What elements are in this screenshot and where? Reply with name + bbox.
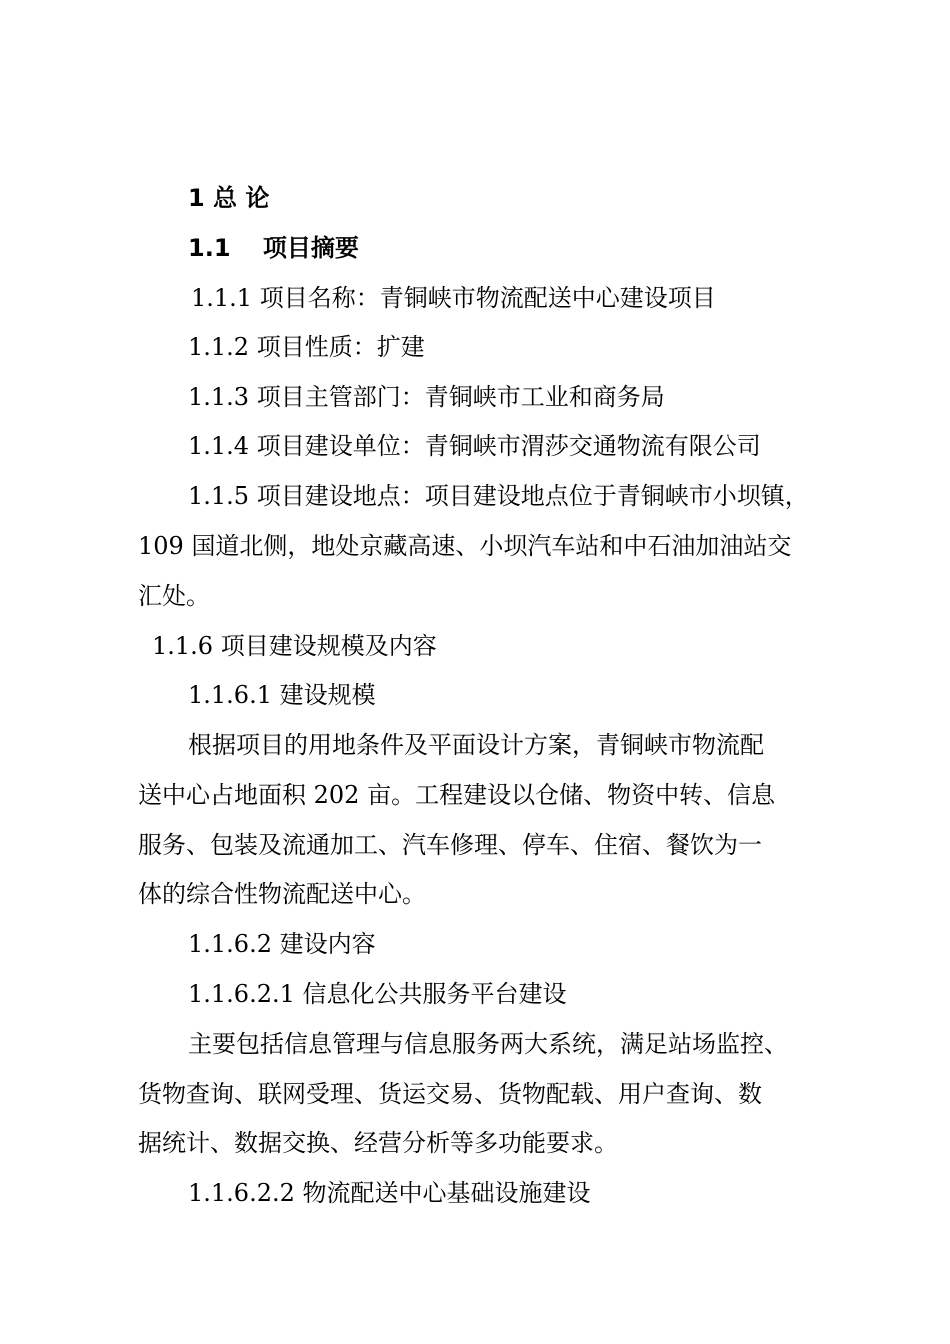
platform-subheading: 1.1.6.2.1 信息化公共服务平台建设 bbox=[188, 980, 567, 1008]
scale-paragraph-line-2: 送中心占地面积 202 亩。工程建设以仓储、物资中转、信息 bbox=[138, 781, 776, 809]
item-location-line-2: 109 国道北侧，地处京藏高速、小坝汽车站和中石油加油站交 bbox=[138, 532, 792, 560]
platform-paragraph-line-1: 主要包括信息管理与信息服务两大系统，满足站场监控、 bbox=[188, 1030, 788, 1058]
item-project-name: 1.1.1 项目名称：青铜峡市物流配送中心建设项目 bbox=[191, 284, 716, 312]
content-subheading: 1.1.6.2 建设内容 bbox=[188, 930, 376, 958]
item-project-nature: 1.1.2 项目性质：扩建 bbox=[188, 333, 425, 361]
scale-paragraph-line-1: 根据项目的用地条件及平面设计方案，青铜峡市物流配 bbox=[188, 731, 764, 759]
infrastructure-subheading: 1.1.6.2.2 物流配送中心基础设施建设 bbox=[188, 1179, 591, 1207]
item-department: 1.1.3 项目主管部门：青铜峡市工业和商务局 bbox=[188, 383, 665, 411]
chapter-heading: 1 总 论 bbox=[188, 184, 270, 212]
platform-paragraph-line-3: 据统计、数据交换、经营分析等多功能要求。 bbox=[138, 1129, 618, 1157]
scale-heading: 1.1.6 项目建设规模及内容 bbox=[152, 632, 437, 660]
item-location-line-3: 汇处。 bbox=[138, 582, 210, 610]
platform-paragraph-line-2: 货物查询、联网受理、货运交易、货物配载、用户查询、数 bbox=[138, 1080, 762, 1108]
scale-paragraph-line-3: 服务、包装及流通加工、汽车修理、停车、住宿、餐饮为一 bbox=[138, 831, 762, 859]
section-heading: 1.1 项目摘要 bbox=[188, 234, 359, 262]
scale-subheading: 1.1.6.1 建设规模 bbox=[188, 681, 376, 709]
item-location-line-1: 1.1.5 项目建设地点：项目建设地点位于青铜峡市小坝镇， bbox=[188, 482, 809, 510]
scale-paragraph-line-4: 体的综合性物流配送中心。 bbox=[138, 880, 426, 908]
item-construction-unit: 1.1.4 项目建设单位：青铜峡市渭莎交通物流有限公司 bbox=[188, 432, 761, 460]
